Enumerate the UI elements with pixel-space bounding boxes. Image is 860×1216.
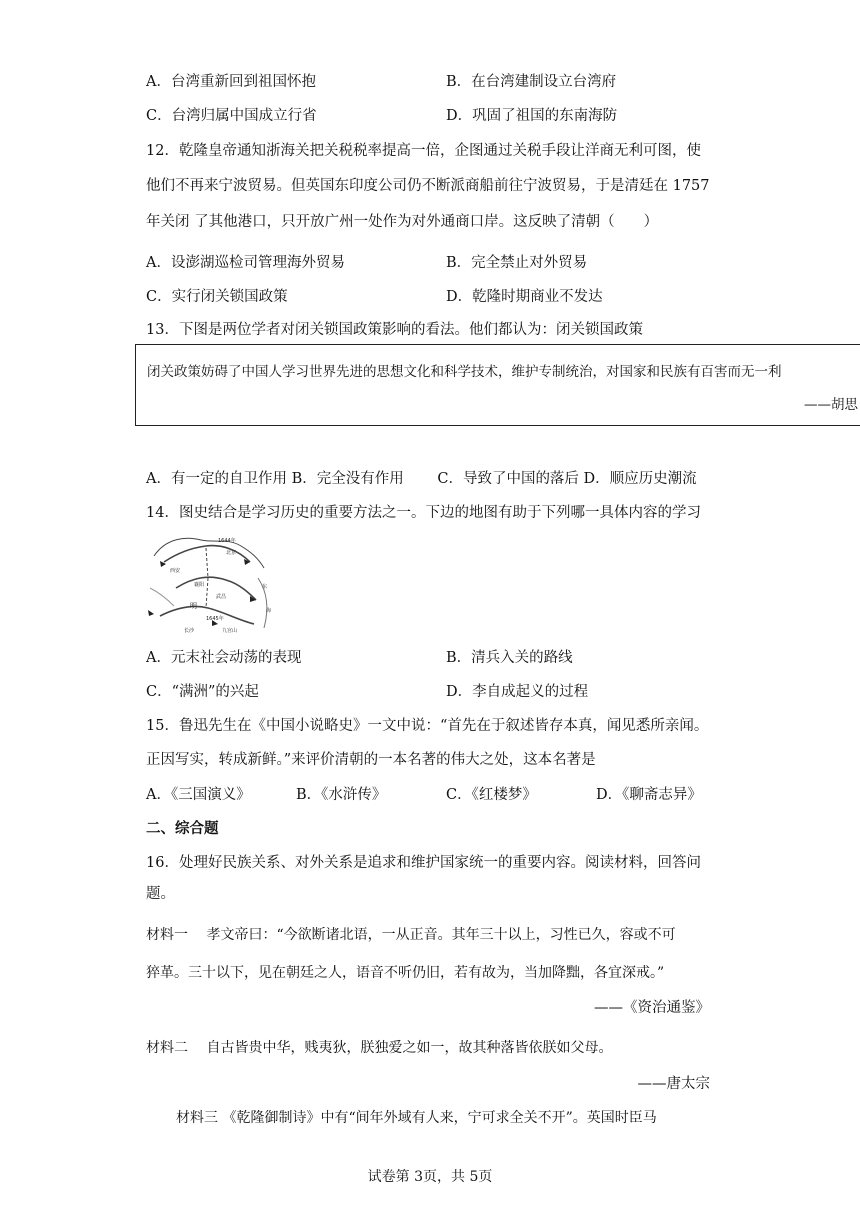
q13-options: A．有一定的自卫作用 B．完全没有作用 C．导致了中国的落后 D．顺应历史潮流 <box>146 471 697 487</box>
map-label-hai: 海 <box>266 608 272 614</box>
map-label-xian: 西安 <box>170 568 181 574</box>
q15-option-a: A．《三国演义》 <box>146 787 251 803</box>
q12-option-d: D．乾隆时期商业不发达 <box>446 289 603 305</box>
map-label-wuchang: 武昌 <box>216 594 227 600</box>
q14-option-c: C．“满洲”的兴起 <box>146 684 259 700</box>
q14-option-a: A．元末社会动荡的表现 <box>146 650 302 666</box>
map-label-beijing: 北京 <box>226 550 237 556</box>
q12-option-a: A．设澎湖巡检司管理海外贸易 <box>146 255 345 271</box>
map-label-1644: 1644年 <box>218 538 236 544</box>
q12-stem-line2: 他们不再来宁波贸易。但英国东印度公司仍不断派商船前往宁波贸易，于是清廷在 1757 <box>146 178 710 194</box>
q16-material2-source: ——唐太宗 <box>637 1076 710 1092</box>
q15-option-d: D．《聊斋志异》 <box>596 787 702 803</box>
q12-stem-line1: 12．乾隆皇帝通知浙海关把关税税率提高一倍，企图通过关税手段让洋商无利可图，使 <box>146 143 701 159</box>
q11-option-c: C．台湾归属中国成立行省 <box>146 108 317 124</box>
q16-material3-line1: 材料三 《乾隆御制诗》中有“间年外域有人来，宁可求全关不开”。英国时臣马 <box>176 1110 657 1126</box>
map-label-ming: 明 <box>190 602 197 610</box>
q13-quote-source: ——胡思 <box>804 397 858 413</box>
map-label-changsha: 长沙 <box>184 628 195 634</box>
q12-stem-line3: 年关闭 了其他港口，只开放广州一处作为对外通商口岸。这反映了清朝（ ） <box>146 214 659 230</box>
q16-stem-line2: 题。 <box>146 886 175 902</box>
q15-option-c: C．《红楼梦》 <box>446 787 537 803</box>
q11-option-d: D．巩固了祖国的东南海防 <box>446 108 618 124</box>
q14-route-map <box>146 528 282 640</box>
map-label-xiangyang: 襄阳 <box>194 582 205 588</box>
q15-stem-line1: 15．鲁迅先生在《中国小说略史》一文中说：“首先在于叙述皆存本真，闻见悉所亲闻。 <box>146 718 709 734</box>
map-label-jiugongshan: 九宫山 <box>222 628 238 634</box>
map-label-dong: 东 <box>262 584 268 590</box>
q12-option-c: C．实行闭关锁国政策 <box>146 289 288 305</box>
q14-stem: 14．图史结合是学习历史的重要方法之一。下边的地图有助于下列哪一具体内容的学习 <box>146 505 701 521</box>
q13-stem: 13．下图是两位学者对闭关锁国政策影响的看法。他们都认为：闭关锁国政策 <box>146 322 643 338</box>
section-heading: 二、综合题 <box>146 820 219 837</box>
q15-stem-line2: 正因写实，转成新鲜。”来评价清朝的一本名著的伟大之处，这本名著是 <box>146 752 596 768</box>
q13-quote-text: 闭关政策妨碍了中国人学习世界先进的思想文化和科学技术，维护专制统治，对国家和民族有百害而无一利 <box>147 364 782 380</box>
q13-quote-box <box>135 344 860 426</box>
q14-option-d: D．李自成起义的过程 <box>446 684 589 700</box>
q16-material1-line1: 材料一 孝文帝曰：“今欲断诸北语，一从正音。其年三十以上，习性已久，容或不可 <box>146 927 676 943</box>
q16-material1-source: ——《资治通鉴》 <box>594 1000 710 1016</box>
q16-material2-line1: 材料二 自古皆贵中华，贱夷狄，朕独爱之如一，故其种落皆依朕如父母。 <box>146 1040 613 1056</box>
q16-material1-line2: 猝革。三十以下，见在朝廷之人，语音不听仍旧，若有故为，当加降黜，各宜深戒。” <box>146 965 665 981</box>
page-footer: 试卷第 3页，共 5页 <box>367 1169 493 1185</box>
map-label-1645: 1645年 <box>206 616 224 622</box>
q11-option-b: B．在台湾建制设立台湾府 <box>446 74 617 90</box>
q15-option-b: B．《水浒传》 <box>296 787 387 803</box>
q12-option-b: B．完全禁止对外贸易 <box>446 255 588 271</box>
q11-option-a: A．台湾重新回到祖国怀抱 <box>146 74 316 90</box>
q14-option-b: B．清兵入关的路线 <box>446 650 573 666</box>
q16-stem-line1: 16．处理好民族关系、对外关系是追求和维护国家统一的重要内容。阅读材料，回答问 <box>146 855 701 871</box>
